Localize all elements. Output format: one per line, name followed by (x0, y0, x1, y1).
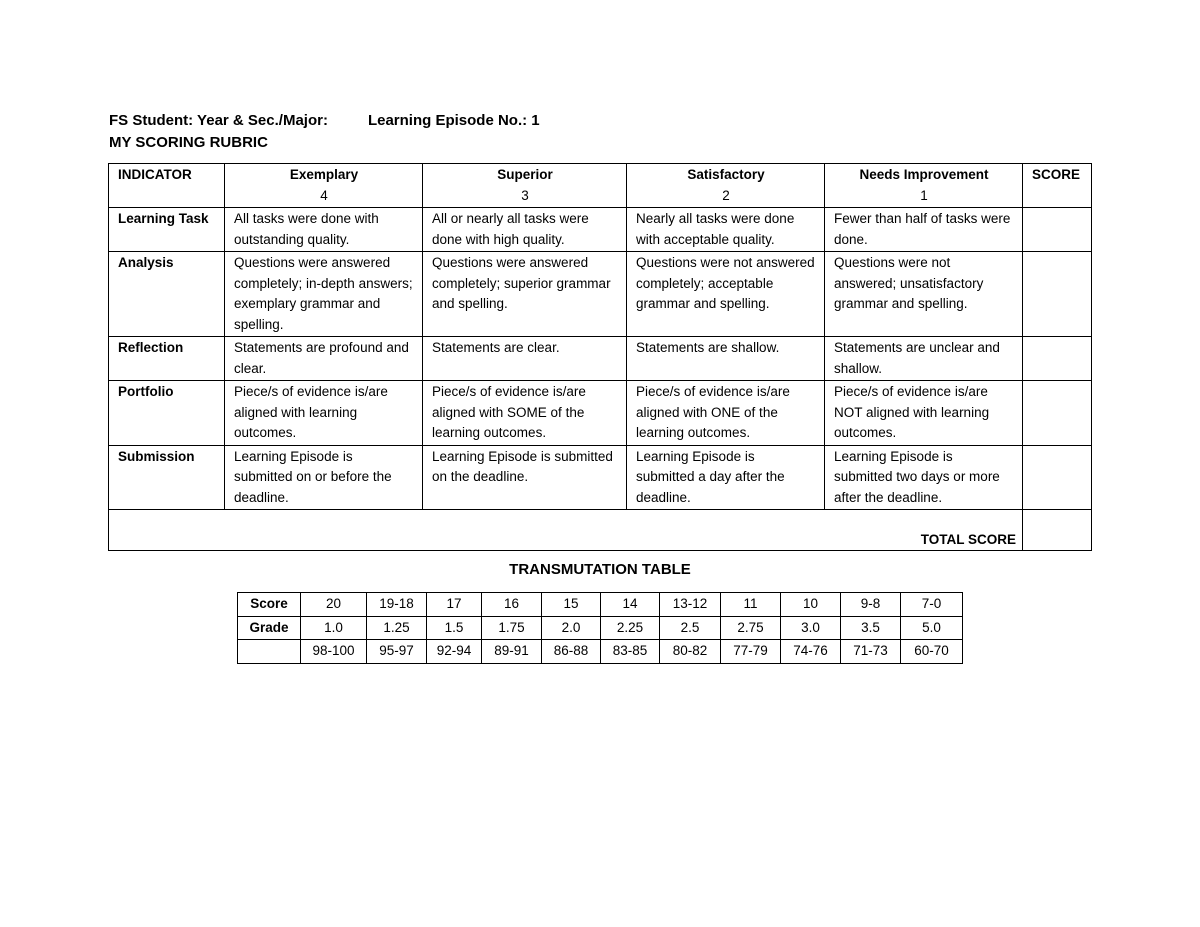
total-score-label: TOTAL SCORE (109, 510, 1023, 551)
score-value: 19-18 (367, 593, 427, 617)
score-value: 16 (482, 593, 542, 617)
rubric-cell: Statements are unclear and shallow. (825, 337, 1023, 381)
range-value: 80-82 (660, 640, 721, 664)
grade-value: 1.5 (427, 616, 482, 640)
indicator-cell: Portfolio (109, 381, 225, 446)
rubric-cell: Questions were not answered completely; acceptable grammar and spelling. (627, 252, 825, 337)
score-row-label: Score (238, 593, 301, 617)
indicator-cell: Reflection (109, 337, 225, 381)
score-value: 9-8 (841, 593, 901, 617)
points-satisfactory: 2 (722, 187, 730, 203)
document-header (109, 110, 540, 154)
grade-value: 1.0 (301, 616, 367, 640)
rubric-cell: Learning Episode is submitted on or before the deadline. (225, 445, 423, 510)
grade-value: 2.5 (660, 616, 721, 640)
rubric-cell: Questions were not answered; unsatisfactory grammar and spelling. (825, 252, 1023, 337)
grade-value: 3.0 (781, 616, 841, 640)
rubric-cell: Learning Episode is submitted a day after the deadline. (627, 445, 825, 510)
rubric-cell: Questions were answered completely; in-depth answers; exemplary grammar and spelling. (225, 252, 423, 337)
range-value: 86-88 (542, 640, 601, 664)
range-value: 98-100 (301, 640, 367, 664)
points-exemplary: 4 (320, 187, 328, 203)
indicator-cell: Analysis (109, 252, 225, 337)
score-value: 11 (721, 593, 781, 617)
rubric-row-submission (109, 445, 1092, 510)
rubric-header-row (109, 164, 1092, 208)
range-row-label (238, 640, 301, 664)
episode-label: Learning Episode No.: 1 (367, 112, 540, 129)
score-value: 15 (542, 593, 601, 617)
grade-row-label: Grade (238, 616, 301, 640)
indicator-cell: Submission (109, 445, 225, 510)
transmutation-score-row (238, 593, 963, 617)
rubric-row-analysis (109, 252, 1092, 337)
rubric-cell: Statements are clear. (423, 337, 627, 381)
range-value: 95-97 (367, 640, 427, 664)
transmutation-range-row (238, 640, 963, 664)
transmutation-table (237, 592, 963, 664)
transmutation-title: TRANSMUTATION TABLE (509, 561, 691, 578)
points-needs-improvement: 1 (920, 187, 928, 203)
rubric-cell: Learning Episode is submitted two days or more after the deadline. (825, 445, 1023, 510)
score-value: 7-0 (901, 593, 963, 617)
scoring-rubric-table (108, 163, 1092, 551)
grade-value: 2.25 (601, 616, 660, 640)
grade-value: 2.0 (542, 616, 601, 640)
range-value: 74-76 (781, 640, 841, 664)
score-cell (1023, 381, 1092, 446)
col-header-score: SCORE (1023, 164, 1092, 208)
score-cell (1023, 445, 1092, 510)
range-value: 77-79 (721, 640, 781, 664)
rubric-cell: Fewer than half of tasks were done. (825, 208, 1023, 252)
range-value: 60-70 (901, 640, 963, 664)
rubric-cell: Piece/s of evidence is/are aligned with learning outcomes. (225, 381, 423, 446)
range-value: 71-73 (841, 640, 901, 664)
rubric-row-learning-task (109, 208, 1092, 252)
col-header-exemplary: Exemplary 4 (225, 164, 423, 208)
indicator-cell: Learning Task (109, 208, 225, 252)
rubric-cell: Piece/s of evidence is/are aligned with ONE of the learning outcomes. (627, 381, 825, 446)
rubric-cell: Nearly all tasks were done with acceptable quality. (627, 208, 825, 252)
rubric-row-portfolio (109, 381, 1092, 446)
col-header-superior: Superior 3 (423, 164, 627, 208)
score-cell (1023, 337, 1092, 381)
grade-value: 1.75 (482, 616, 542, 640)
grade-value: 3.5 (841, 616, 901, 640)
col-header-indicator: INDICATOR (109, 164, 225, 208)
score-value: 13-12 (660, 593, 721, 617)
score-value: 20 (301, 593, 367, 617)
score-value: 10 (781, 593, 841, 617)
rubric-total-row (109, 510, 1092, 551)
score-cell (1023, 208, 1092, 252)
range-value: 89-91 (482, 640, 542, 664)
transmutation-grade-row (238, 616, 963, 640)
points-superior: 3 (521, 187, 529, 203)
range-value: 92-94 (427, 640, 482, 664)
col-header-needs-improvement: Needs Improvement 1 (825, 164, 1023, 208)
grade-value: 5.0 (901, 616, 963, 640)
rubric-cell: Statements are profound and clear. (225, 337, 423, 381)
rubric-cell: Piece/s of evidence is/are aligned with SOME of the learning outcomes. (423, 381, 627, 446)
rubric-cell: Piece/s of evidence is/are NOT aligned with learning outcomes. (825, 381, 1023, 446)
grade-value: 2.75 (721, 616, 781, 640)
header-line-1 (109, 110, 540, 132)
total-score-cell (1023, 510, 1092, 551)
rubric-cell: All or nearly all tasks were done with high quality. (423, 208, 627, 252)
rubric-cell: Questions were answered completely; superior grammar and spelling. (423, 252, 627, 337)
rubric-row-reflection (109, 337, 1092, 381)
col-header-satisfactory: Satisfactory 2 (627, 164, 825, 208)
rubric-cell: Statements are shallow. (627, 337, 825, 381)
rubric-cell: All tasks were done with outstanding quality. (225, 208, 423, 252)
rubric-title: MY SCORING RUBRIC (109, 134, 268, 151)
grade-value: 1.25 (367, 616, 427, 640)
score-cell (1023, 252, 1092, 337)
rubric-cell: Learning Episode is submitted on the deadline. (423, 445, 627, 510)
range-value: 83-85 (601, 640, 660, 664)
score-value: 14 (601, 593, 660, 617)
student-label: FS Student: Year & Sec./Major: (109, 112, 328, 129)
score-value: 17 (427, 593, 482, 617)
